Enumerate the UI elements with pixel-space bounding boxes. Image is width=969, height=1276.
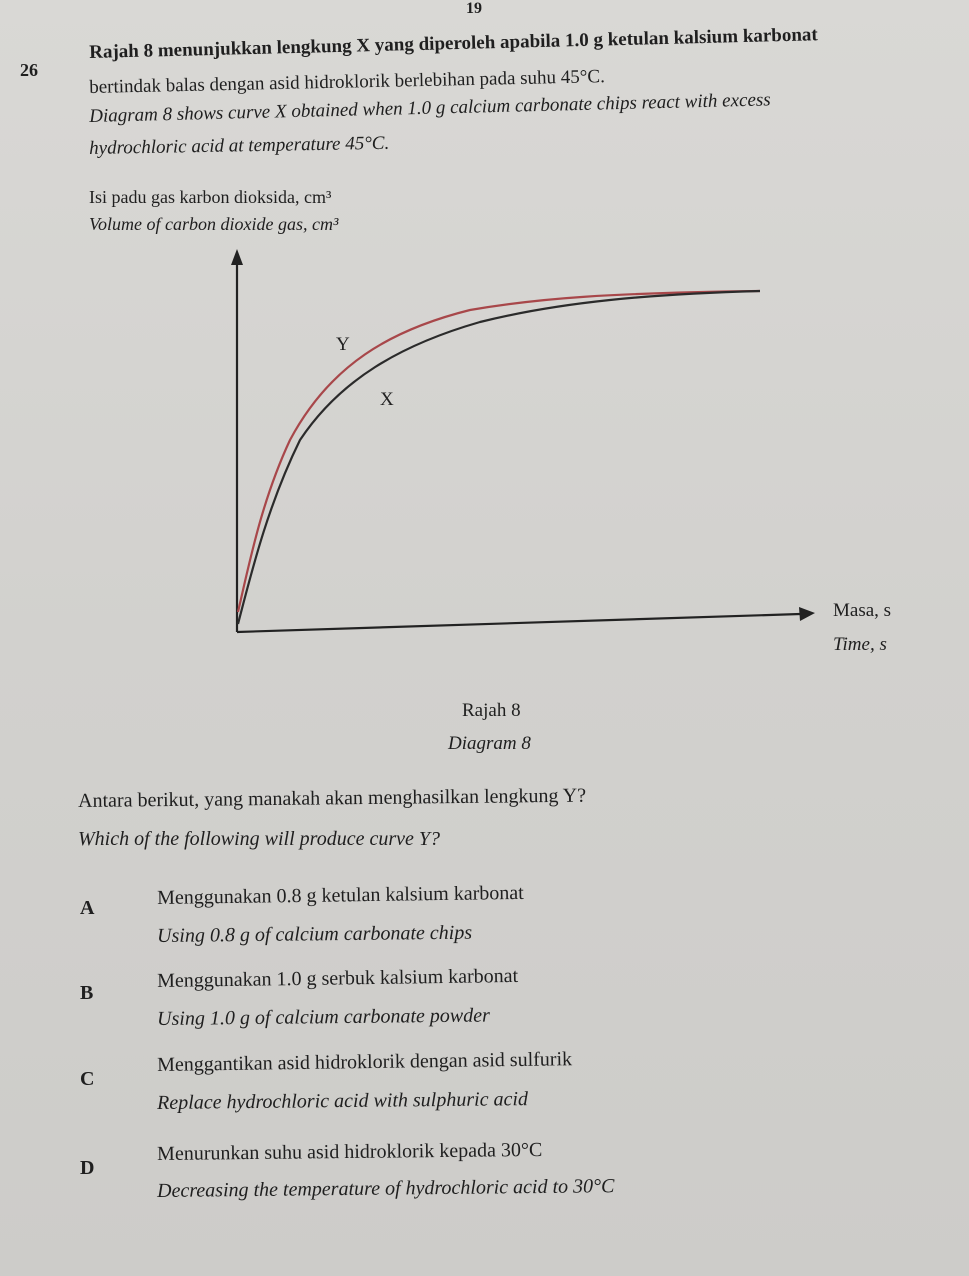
option-c-letter[interactable]: C: [80, 1068, 95, 1090]
curve-x: [238, 291, 760, 624]
diagram-caption-ms: Rajah 8: [462, 700, 521, 721]
y-axis-label-en: Volume of carbon dioxide gas, cm³: [89, 214, 339, 234]
option-a-text-en[interactable]: Using 0.8 g of calcium carbonate chips: [157, 921, 473, 947]
question-stem-ms-line1: Rajah 8 menunjukkan lengkung X yang diperoleh apabila 1.0 g ketulan kalsium karbonat: [89, 24, 819, 63]
x-axis-label-ms: Masa, s: [833, 600, 892, 621]
question-prompt-en: Which of the following will produce curve Y?: [78, 828, 440, 850]
y-axis-label-ms: Isi padu gas karbon dioksida, cm³: [89, 187, 332, 207]
question-number: 26: [20, 60, 38, 80]
question-prompt-ms: Antara berikut, yang manakah akan menghasilkan lengkung Y?: [78, 784, 587, 812]
option-a-letter[interactable]: A: [80, 897, 95, 919]
x-axis-arrowhead: [799, 607, 815, 621]
option-a-text-ms[interactable]: Menggunakan 0.8 g ketulan kalsium karbonat: [157, 881, 524, 909]
option-c-text-ms[interactable]: Menggantikan asid hidroklorik dengan asid sulfurik: [157, 1048, 573, 1076]
option-d-text-en[interactable]: Decreasing the temperature of hydrochloric acid to 30°C: [157, 1175, 615, 1202]
option-b-text-ms[interactable]: Menggunakan 1.0 g serbuk kalsium karbonat: [157, 964, 519, 992]
x-axis-label-en: Time, s: [833, 634, 887, 655]
page-number: 19: [466, 0, 482, 17]
curve-y: [238, 291, 760, 612]
curve-x-label: X: [380, 389, 394, 410]
question-stem-ms-line2: bertindak balas dengan asid hidroklorik berlebihan pada suhu 45°C.: [89, 66, 606, 98]
option-c-text-en[interactable]: Replace hydrochloric acid with sulphuric acid: [157, 1088, 529, 1114]
x-axis: [237, 614, 800, 632]
option-b-letter[interactable]: B: [80, 982, 94, 1004]
curve-y-label: Y: [336, 334, 350, 355]
question-stem-en-line2: hydrochloric acid at temperature 45°C.: [89, 132, 390, 159]
question-stem-en-line1: Diagram 8 shows curve X obtained when 1.0 g calcium carbonate chips react with excess: [89, 89, 771, 127]
y-axis-arrowhead: [231, 249, 243, 265]
diagram-caption-en: Diagram 8: [448, 733, 531, 754]
option-b-text-en[interactable]: Using 1.0 g of calcium carbonate powder: [157, 1004, 490, 1030]
option-d-text-ms[interactable]: Menurunkan suhu asid hidroklorik kepada 30°C: [157, 1138, 543, 1165]
option-d-letter[interactable]: D: [80, 1157, 95, 1179]
